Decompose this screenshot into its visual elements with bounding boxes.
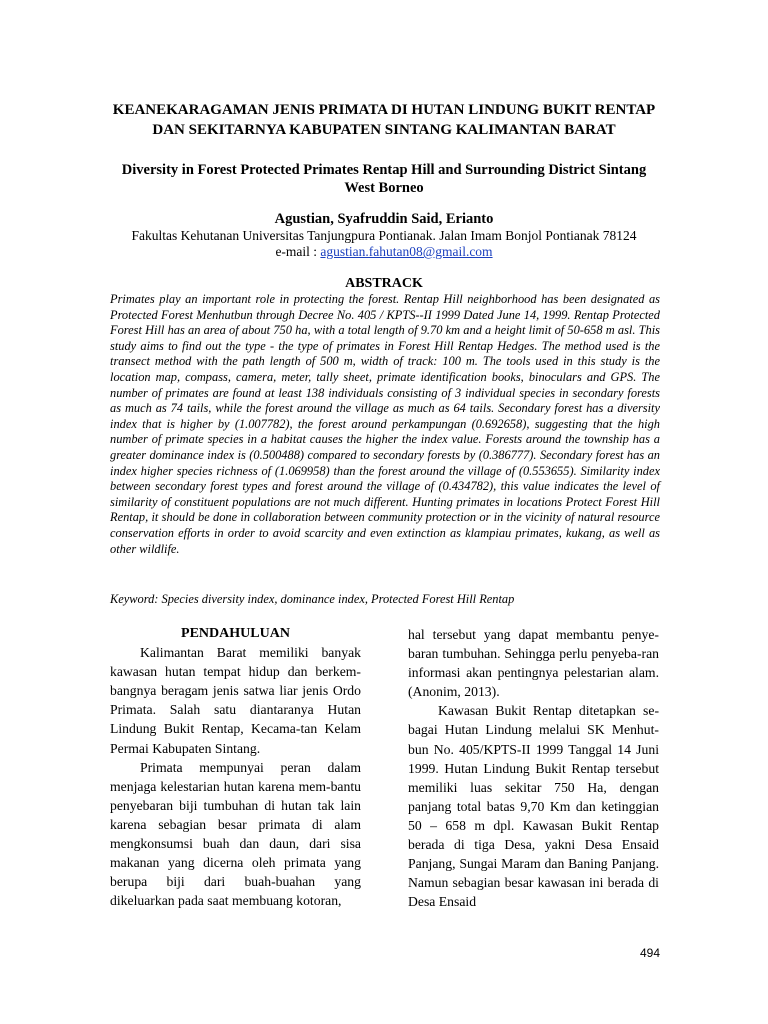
affiliation: Fakultas Kehutanan Universitas Tanjungpura Pontianak. Jalan Imam Bonjol Pontianak 78124 — [131, 228, 637, 243]
body-left-column — [110, 624, 361, 910]
page-number: 494 — [639, 946, 660, 960]
body-right-column — [408, 625, 659, 911]
section-heading: PENDAHULUAN — [181, 626, 290, 641]
email-line — [110, 243, 658, 260]
body-paragraph: hal tersebut yang dapat membantu penye-baran tumbuhan. Sehingga perlu penyeba-ran informasi akan pentingnya pelestarian alam. (Anonim, 2013). — [408, 627, 659, 700]
body-paragraph: Kalimantan Barat memiliki banyak kawasan hutan tempat hidup dan berkem-bangnya beragam jenis satwa liar jenis Ordo Primata. Salah satu diantaranya Hutan Lindung Bukit Rentap, Kecama-tan Kelam Permai Kabupaten Sintang. — [110, 645, 361, 756]
abstract-heading: ABSTRACK — [345, 276, 423, 291]
email-link[interactable]: agustian.fahutan08@gmail.com — [320, 244, 493, 259]
abstract-text: Primates play an important role in protecting the forest. Rentap Hill neighborhood has been designated as Protected Forest Menhutbun through Decree No. 405 / KPTS--II 1999 Dated June 14, 1999. Rentap Protected Forest Hill has an area of about 750 ha, with a total length of 9.70 km and a height limit of 50-658 m asl. This study aims to find out the type - the type of primates in Forest Hill Rentap Hedges. The method used is the transect method with the path length of 500 m, width of track: 100 m. The tools used in this study is the location map, compass, camera, meter, tally sheet, primate identification books, binoculars and GPS. The number of primates are found at least 138 individuals consisting of 3 individual species in secondary forests as much as 74 tails, while the forest around the village as much as 64 tails. Secondary forest has a diversity index that is higher by (1.007782), the forest around perkampungan (0.692658), suggesting that the high number of primate species in a habitat causes the higher the index value. Forests around the township has a greater dominance index is (0.500488) compared to secondary forests by (0.386777). Secondary forest has an index higher species richness of (1.069958) than the forest around the village of (0.553655). Similarity index between secondary forest types and forest around the village of (0.434782), this value indicates the level of similarity of constituent populations are not much different. Hunting primates in locations Protect Forest Hill Rentap, it should be done in collaboration between community protection or in the vicinity of natural resource conservation efforts in order to avoid scarcity and even extinction as klampiau primates, kukang, as well as other wildlife. — [110, 292, 660, 556]
body-paragraph: Primata mempunyai peran dalam menjaga kelestarian hutan karena mem-bantu penyebaran biji tumbuhan di hutan tak lain karena sebagian besar primata di alam mengkonsumsi buah dan daun, dari sisa makanan yang dicerna oleh primata yang berupa biji dari buah-buahan yang dikeluarkan pada saat membuang kotoran, — [110, 759, 361, 909]
paper-subtitle: Diversity in Forest Protected Primates Rentap Hill and Surrounding District Sintang West Borneo — [121, 162, 647, 196]
body-paragraph: Kawasan Bukit Rentap ditetapkan se-bagai Hutan Lindung melalui SK Menhut-bun No. 405/KPTS-II 1999 Tanggal 14 Juni 1999. Hutan Lindung Bukit Rentap tersebut memiliki luas sekitar 750 Ha, dengan panjang total batas 9,70 Km dan ketinggian 50 – 658 m dpl. Kawasan Bukit Rentap berada di tiga Desa, yakni Desa Ensaid Panjang, Sungai Maram dan Baning Panjang. Namun sebagian besar kawasan ini berada di Desa Ensaid — [408, 703, 659, 910]
email-label: e-mail : — [275, 244, 321, 259]
authors: Agustian, Syafruddin Said, Erianto — [274, 211, 494, 227]
paper-title: KEANEKARAGAMAN JENIS PRIMATA DI HUTAN LINDUNG BUKIT RENTAP DAN SEKITARNYA KABUPATEN SINTANG KALIMANTAN BARAT — [112, 102, 656, 138]
keywords: Keyword: Species diversity index, dominance index, Protected Forest Hill Rentap — [110, 592, 515, 606]
